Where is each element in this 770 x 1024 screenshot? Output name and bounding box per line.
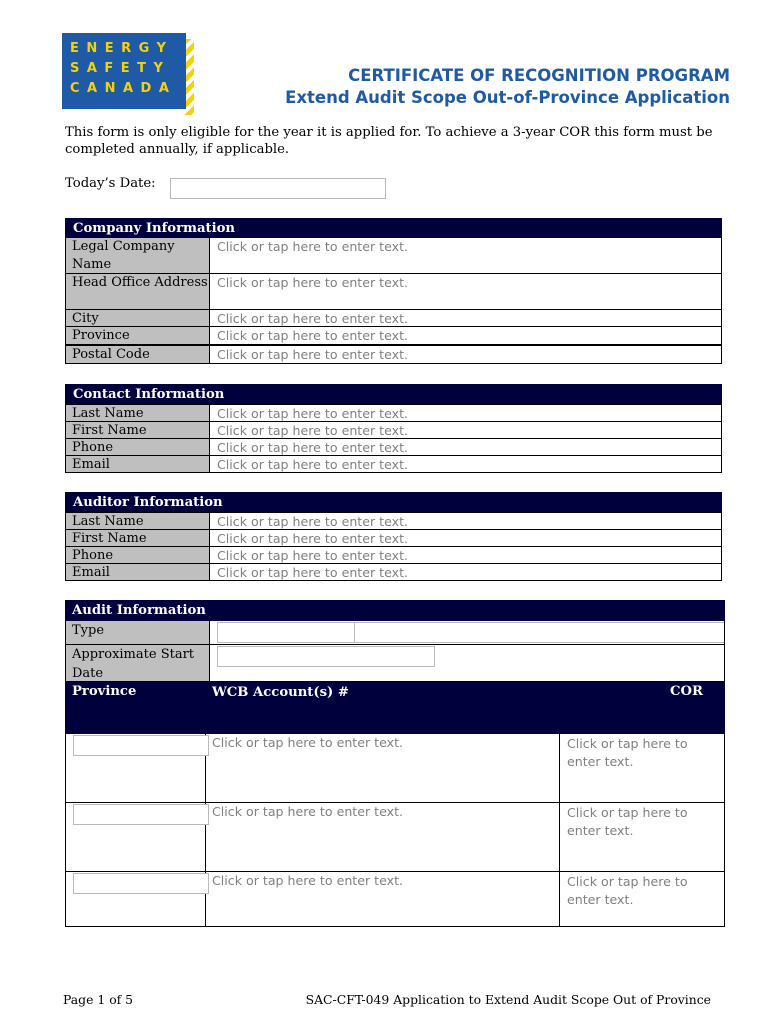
date-label: Today’s Date: — [65, 176, 156, 191]
province-cell — [66, 803, 206, 871]
wcb-column-header: WCB Account(s) # — [212, 685, 349, 700]
audit-row-type — [65, 621, 725, 645]
contact-email-input[interactable]: Click or tap here to enter text. — [217, 457, 409, 472]
start-date-input[interactable] — [217, 646, 435, 667]
auditor-information-heading: Auditor Information — [65, 492, 722, 512]
company-information-heading: Company Information — [65, 218, 722, 238]
date-input[interactable] — [170, 178, 386, 199]
field-label: Email — [66, 456, 210, 472]
start-date-cell — [210, 645, 724, 681]
city-input[interactable]: Click or tap here to enter text. — [217, 311, 409, 326]
auditor-first-name-input[interactable]: Click or tap here to enter text. — [217, 531, 409, 546]
auditor-information-table — [65, 492, 722, 581]
company-row-postal — [65, 345, 722, 364]
auditor-phone-input[interactable]: Click or tap here to enter text. — [217, 548, 409, 563]
field-label: Head Office Address — [66, 274, 210, 309]
logo-line-3: CANADA — [70, 81, 177, 96]
province-row-2 — [65, 803, 725, 872]
legal-company-name-input[interactable]: Click or tap here to enter text. — [217, 239, 409, 254]
contact-first-name-input[interactable]: Click or tap here to enter text. — [217, 423, 409, 438]
field-label: Last Name — [66, 513, 210, 529]
intro-text: This form is only eligible for the year it is applied for. To achieve a 3-year COR this form must be completed annually, if applicable. — [65, 125, 713, 157]
audit-information-heading: Audit Information — [65, 600, 725, 621]
auditor-row-first-name — [65, 530, 722, 547]
field-label: Legal Company Name — [66, 238, 210, 273]
wcb-account-input[interactable]: Click or tap here to enter text. — [206, 803, 560, 871]
wcb-account-input[interactable]: Click or tap here to enter text. — [206, 872, 560, 926]
field-label: City — [66, 310, 210, 326]
field-label: First Name — [66, 422, 210, 438]
cor-column-header: COR — [670, 684, 703, 699]
field-label: Email — [66, 564, 210, 580]
cor-input[interactable]: Click or tap here to enter text. — [567, 736, 688, 769]
cor-input[interactable]: Click or tap here to enter text. — [567, 874, 688, 907]
wcb-account-input[interactable]: Click or tap here to enter text. — [206, 734, 560, 802]
auditor-email-input[interactable]: Click or tap here to enter text. — [217, 565, 409, 580]
type-dropdown[interactable] — [217, 622, 355, 643]
province-dropdown[interactable] — [73, 735, 209, 756]
document-code: SAC-CFT-049 Application to Extend Audit Scope Out of Province — [305, 992, 711, 1007]
field-label: Last Name — [66, 405, 210, 421]
logo-line-1: ENERGY — [70, 41, 174, 56]
company-row-legal-name — [65, 238, 722, 274]
contact-row-email — [65, 456, 722, 473]
audit-row-start-date — [65, 645, 725, 682]
field-label: Phone — [66, 439, 210, 455]
province-row-3 — [65, 872, 725, 927]
province-dropdown[interactable] — [73, 804, 209, 825]
contact-row-phone — [65, 439, 722, 456]
company-row-head-office — [65, 274, 722, 310]
postal-code-input[interactable]: Click or tap here to enter text. — [217, 347, 409, 362]
contact-information-heading: Contact Information — [65, 384, 722, 404]
program-title: CERTIFICATE OF RECOGNITION PROGRAM — [348, 66, 730, 85]
contact-row-first-name — [65, 422, 722, 439]
field-label: Postal Code — [66, 346, 210, 363]
contact-phone-input[interactable]: Click or tap here to enter text. — [217, 440, 409, 455]
province-cell — [66, 734, 206, 802]
company-information-table — [65, 218, 722, 364]
auditor-row-last-name — [65, 512, 722, 530]
province-dropdown[interactable] — [73, 873, 209, 894]
cor-input[interactable]: Click or tap here to enter text. — [567, 805, 688, 838]
province-column-header: Province — [72, 684, 137, 699]
contact-information-table — [65, 384, 722, 473]
page-number: Page 1 of 5 — [63, 992, 134, 1007]
field-label: Approximate Start Date — [66, 645, 210, 681]
auditor-row-email — [65, 564, 722, 581]
company-row-province — [65, 327, 722, 345]
province-input[interactable]: Click or tap here to enter text. — [217, 328, 409, 343]
energy-safety-canada-logo — [62, 33, 194, 115]
province-row-1 — [65, 734, 725, 803]
auditor-row-phone — [65, 547, 722, 564]
company-row-city — [65, 310, 722, 327]
field-label: Type — [66, 621, 210, 644]
type-other-input[interactable] — [354, 622, 724, 643]
province-table-header — [65, 682, 725, 734]
audit-information-table — [65, 600, 725, 927]
auditor-last-name-input[interactable]: Click or tap here to enter text. — [217, 514, 409, 529]
logo-line-2: SAFETY — [70, 61, 171, 76]
form-title: Extend Audit Scope Out-of-Province Application — [285, 88, 730, 107]
field-label: Phone — [66, 547, 210, 563]
province-cell — [66, 872, 206, 926]
type-cell — [210, 621, 724, 644]
logo-box — [62, 33, 186, 109]
field-label: First Name — [66, 530, 210, 546]
contact-row-last-name — [65, 404, 722, 422]
field-label: Province — [66, 327, 210, 344]
contact-last-name-input[interactable]: Click or tap here to enter text. — [217, 406, 409, 421]
head-office-address-input[interactable]: Click or tap here to enter text. — [217, 275, 409, 290]
